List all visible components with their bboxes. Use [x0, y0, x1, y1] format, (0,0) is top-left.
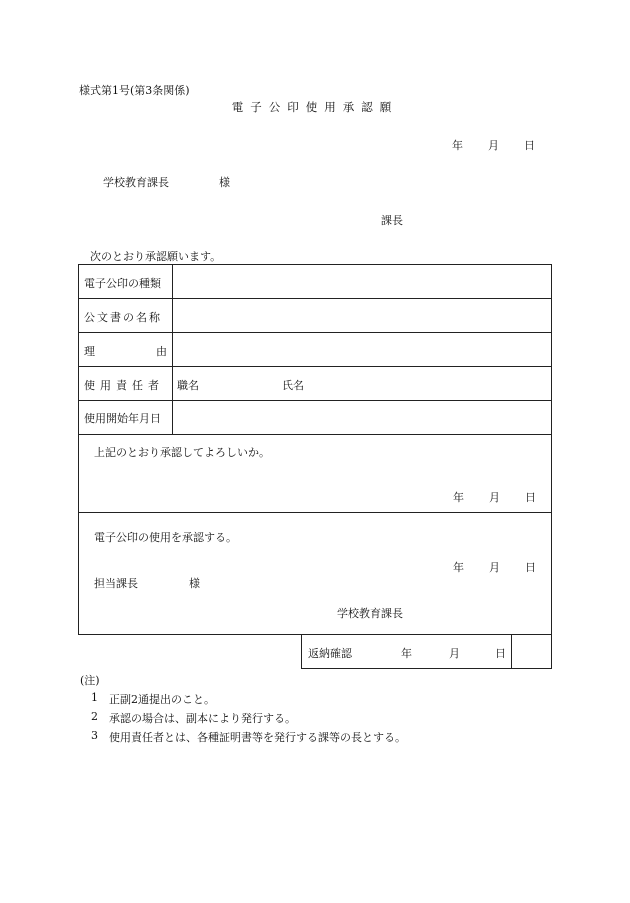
table-line — [301, 634, 302, 669]
reason-label-right: 由 — [156, 345, 167, 358]
approval-statement-text: 電子公印の使用を承認する。 — [94, 531, 237, 544]
table-line — [78, 264, 552, 265]
addressee-honorific: 様 — [219, 176, 230, 189]
date-month-label: 月 — [488, 139, 499, 152]
notes-heading: (注) — [80, 674, 100, 687]
date-month-label: 月 — [489, 491, 500, 504]
reason-label-left: 理 — [84, 345, 95, 358]
note-text: 承認の場合は、副本により発行する。 — [109, 712, 296, 725]
date-day-label: 日 — [495, 647, 506, 660]
date-year-label: 年 — [453, 561, 464, 574]
approval-honorific: 様 — [189, 577, 200, 590]
date-day-label: 日 — [525, 491, 536, 504]
return-check-label: 返納確認 — [308, 647, 352, 660]
date-month-label: 月 — [449, 647, 460, 660]
document-name-label: 公文書の名称 — [84, 311, 162, 324]
responsible-person-label: 使用責任者 — [84, 379, 164, 392]
table-line — [78, 298, 552, 299]
date-day-label: 日 — [524, 139, 535, 152]
applicant-title: 課長 — [381, 214, 403, 227]
table-line — [78, 512, 552, 513]
date-year-label: 年 — [453, 491, 464, 504]
approver-title: 学校教育課長 — [337, 607, 403, 620]
document-title: 電子公印使用承認願 — [231, 100, 399, 114]
table-line — [301, 668, 552, 669]
seal-type-label: 電子公印の種類 — [84, 277, 161, 290]
approval-addressee: 担当課長 — [94, 577, 138, 590]
addressee-name: 学校教育課長 — [103, 176, 169, 189]
table-line — [511, 634, 512, 669]
table-line — [172, 264, 173, 434]
full-name-field-label: 氏名 — [282, 379, 304, 392]
table-line — [78, 366, 552, 367]
note-number: 3 — [91, 729, 98, 742]
approval-request-text: 上記のとおり承認してよろしいか。 — [94, 446, 270, 459]
job-title-field-label: 職名 — [177, 379, 199, 392]
table-line — [78, 434, 552, 435]
date-year-label: 年 — [401, 647, 412, 660]
note-text: 使用責任者とは、各種証明書等を発行する課等の長とする。 — [109, 731, 406, 744]
table-line — [78, 400, 552, 401]
note-number: 2 — [91, 710, 98, 723]
table-line — [551, 264, 552, 669]
date-day-label: 日 — [525, 561, 536, 574]
table-line — [78, 332, 552, 333]
date-year-label: 年 — [452, 139, 463, 152]
form-number: 様式第1号(第3条関係) — [79, 84, 190, 97]
table-line — [78, 634, 552, 635]
note-text: 正副2通提出のこと。 — [109, 693, 215, 706]
note-number: 1 — [91, 691, 98, 704]
table-line — [78, 264, 79, 635]
date-month-label: 月 — [489, 561, 500, 574]
intro-text: 次のとおり承認願います。 — [90, 250, 222, 263]
start-date-label: 使用開始年月日 — [84, 412, 161, 425]
